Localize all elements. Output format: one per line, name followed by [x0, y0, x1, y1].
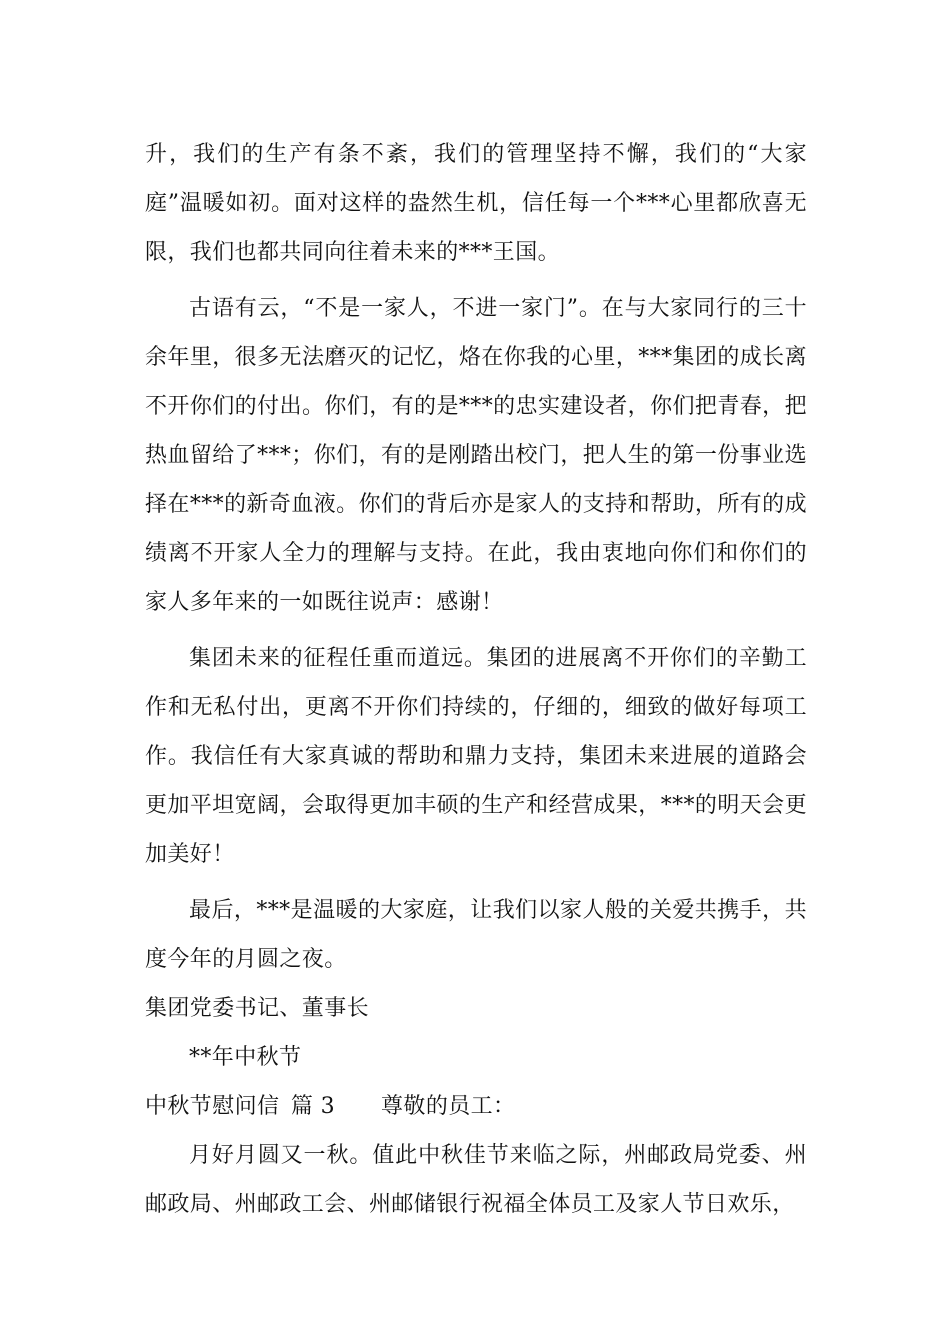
document-body	[145, 130, 807, 1229]
paragraph-greeting: 月好月圆又一秋。值此中秋佳节来临之际，州邮政局党委、州邮政局、州邮政工会、州邮储银行祝福全体员工及家人节日欢乐，	[145, 1143, 807, 1217]
paragraph-gratitude: 古语有云，“不是一家人，不进一家门”。在与大家同行的三十余年里，很多无法磨灭的记忆，烙在你我的心里，***集团的成长离不开你们的付出。你们，有的是***的忠实建设者，你们把青春，把热血留给了***；你们，有的是刚踏出校门，把人生的第一份事业选择在***的新奇血液。你们的背后亦是家人的支持和帮助，所有的成绩离不开家人全力的理解与支持。在此，我由衷地向你们和你们的家人多年来的一如既往说声：感谢！	[145, 296, 807, 615]
signature-date: **年中秋节	[189, 1045, 302, 1070]
paragraph-continuation: 升，我们的生产有条不紊，我们的管理坚持不懈，我们的“大家庭”温暖如初。面对这样的盎然生机，信任每一个***心里都欣喜无限，我们也都共同向往着未来的***王国。	[145, 142, 807, 265]
signature-title: 集团党委书记、董事长	[145, 996, 370, 1021]
section-heading	[145, 1082, 807, 1131]
paragraph-future: 集团未来的征程任重而道远。集团的进展离不开你们的辛勤工作和无私付出，更离不开你们持续的，仔细的，细致的做好每项工作。我信任有大家真诚的帮助和鼎力支持，集团未来进展的道路会更加平坦宽阔，会取得更加丰硕的生产和经营成果，***的明天会更加美好！	[145, 646, 807, 867]
salutation: 尊敬的员工：	[381, 1094, 516, 1119]
section-number: 篇 3	[290, 1094, 336, 1119]
paragraph-closing: 最后，***是温暖的大家庭，让我们以家人般的关爱共携手，共度今年的月圆之夜。	[145, 898, 807, 972]
section-title: 中秋节慰问信	[145, 1094, 280, 1119]
